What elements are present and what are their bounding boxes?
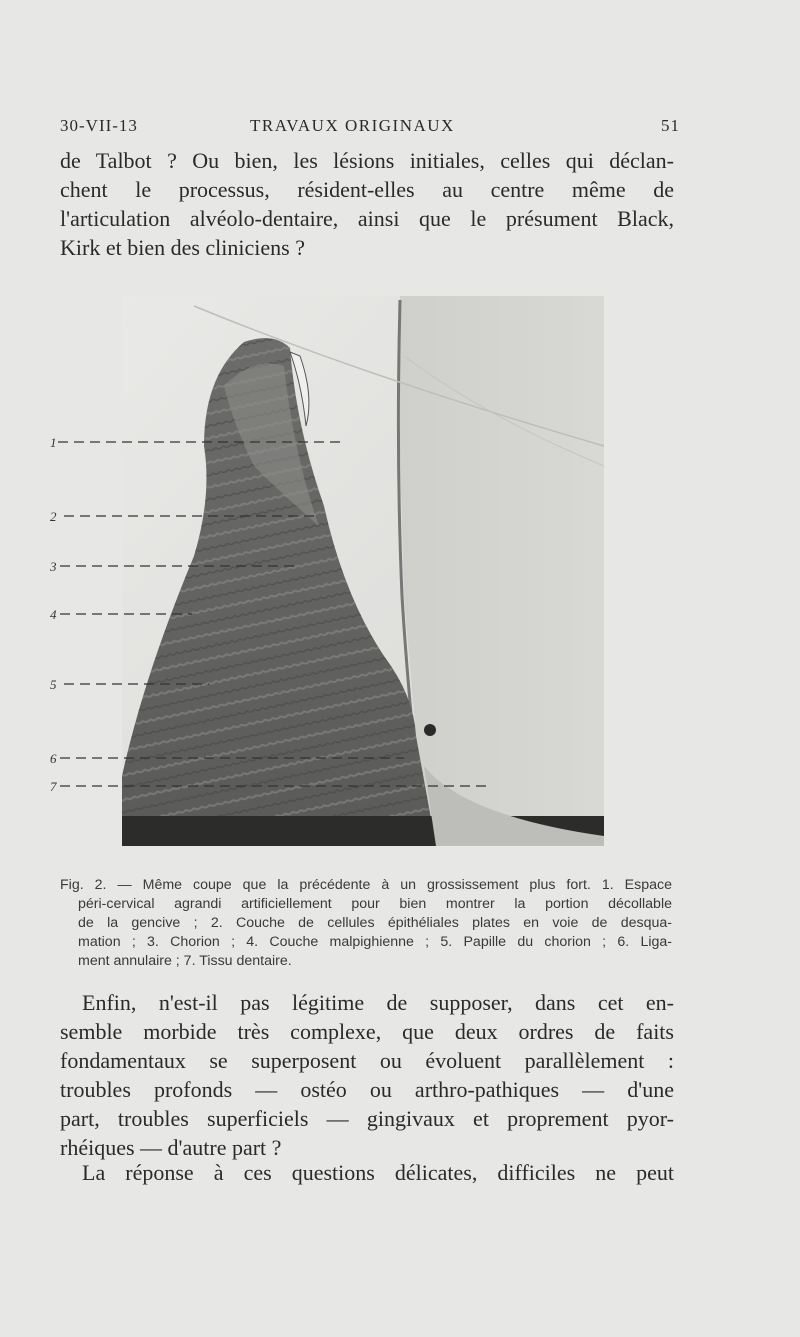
histology-figure: [44, 296, 604, 848]
running-head-date: 30-VII-13: [60, 116, 138, 135]
caption-line: péri-cervical agrandi artificiellement pour bien montrer la portion décollable: [78, 896, 672, 912]
running-head-title: TRAVAUX ORIGINAUX: [250, 116, 455, 135]
paragraph-line: La réponse à ces questions délicates, difficiles ne peut: [82, 1160, 674, 1185]
figure-label-3: 3: [50, 559, 57, 574]
figure-label-4: 4: [50, 607, 57, 622]
figure-label-2: 2: [50, 509, 57, 524]
figure-label-6: 6: [50, 751, 57, 766]
caption-line: de la gencive ; 2. Couche de cellules épithéliales plates en voie de desqua-: [78, 915, 672, 931]
caption-line: mation ; 3. Chorion ; 4. Couche malpighienne ; 5. Papille du chorion ; 6. Liga-: [78, 934, 672, 950]
figure-label-5: 5: [50, 677, 57, 692]
caption-line: ment annulaire ; 7. Tissu dentaire.: [78, 953, 292, 969]
paragraph-line: rhéiques — d'autre part ?: [60, 1135, 282, 1160]
page-number: 51: [661, 116, 680, 135]
figure-label-7: 7: [50, 779, 57, 794]
paragraph-line: semble morbide très complexe, que deux ordres de faits: [60, 1019, 674, 1044]
figure-label-1: 1: [50, 435, 57, 450]
caption-line: Fig. 2. — Même coupe que la précédente à un grossissement plus fort. 1. Espace: [60, 877, 672, 893]
paragraph-line: Enfin, n'est-il pas légitime de supposer, dans cet en-: [82, 990, 674, 1015]
paragraph-line: fondamentaux se superposent ou évoluent parallèlement :: [60, 1048, 674, 1073]
paragraph-line: Kirk et bien des cliniciens ?: [60, 235, 305, 260]
paragraph-line: l'articulation alvéolo-dentaire, ainsi que le présument Black,: [60, 206, 674, 231]
paragraph-3: [60, 1158, 674, 1187]
paragraph-line: part, troubles superficiels — gingivaux et proprement pyor-: [60, 1106, 674, 1131]
paragraph-line: de Talbot ? Ou bien, les lésions initiales, celles qui déclan-: [60, 148, 674, 173]
paragraph-1: [60, 146, 674, 262]
figure-caption: [60, 876, 672, 971]
running-head: [60, 116, 680, 140]
paragraph-line: chent le processus, résident-elles au centre même de: [60, 177, 674, 202]
paragraph-2: [60, 988, 674, 1162]
paragraph-line: troubles profonds — ostéo ou arthro-pathiques — d'une: [60, 1077, 674, 1102]
histology-micrograph: [44, 296, 604, 848]
